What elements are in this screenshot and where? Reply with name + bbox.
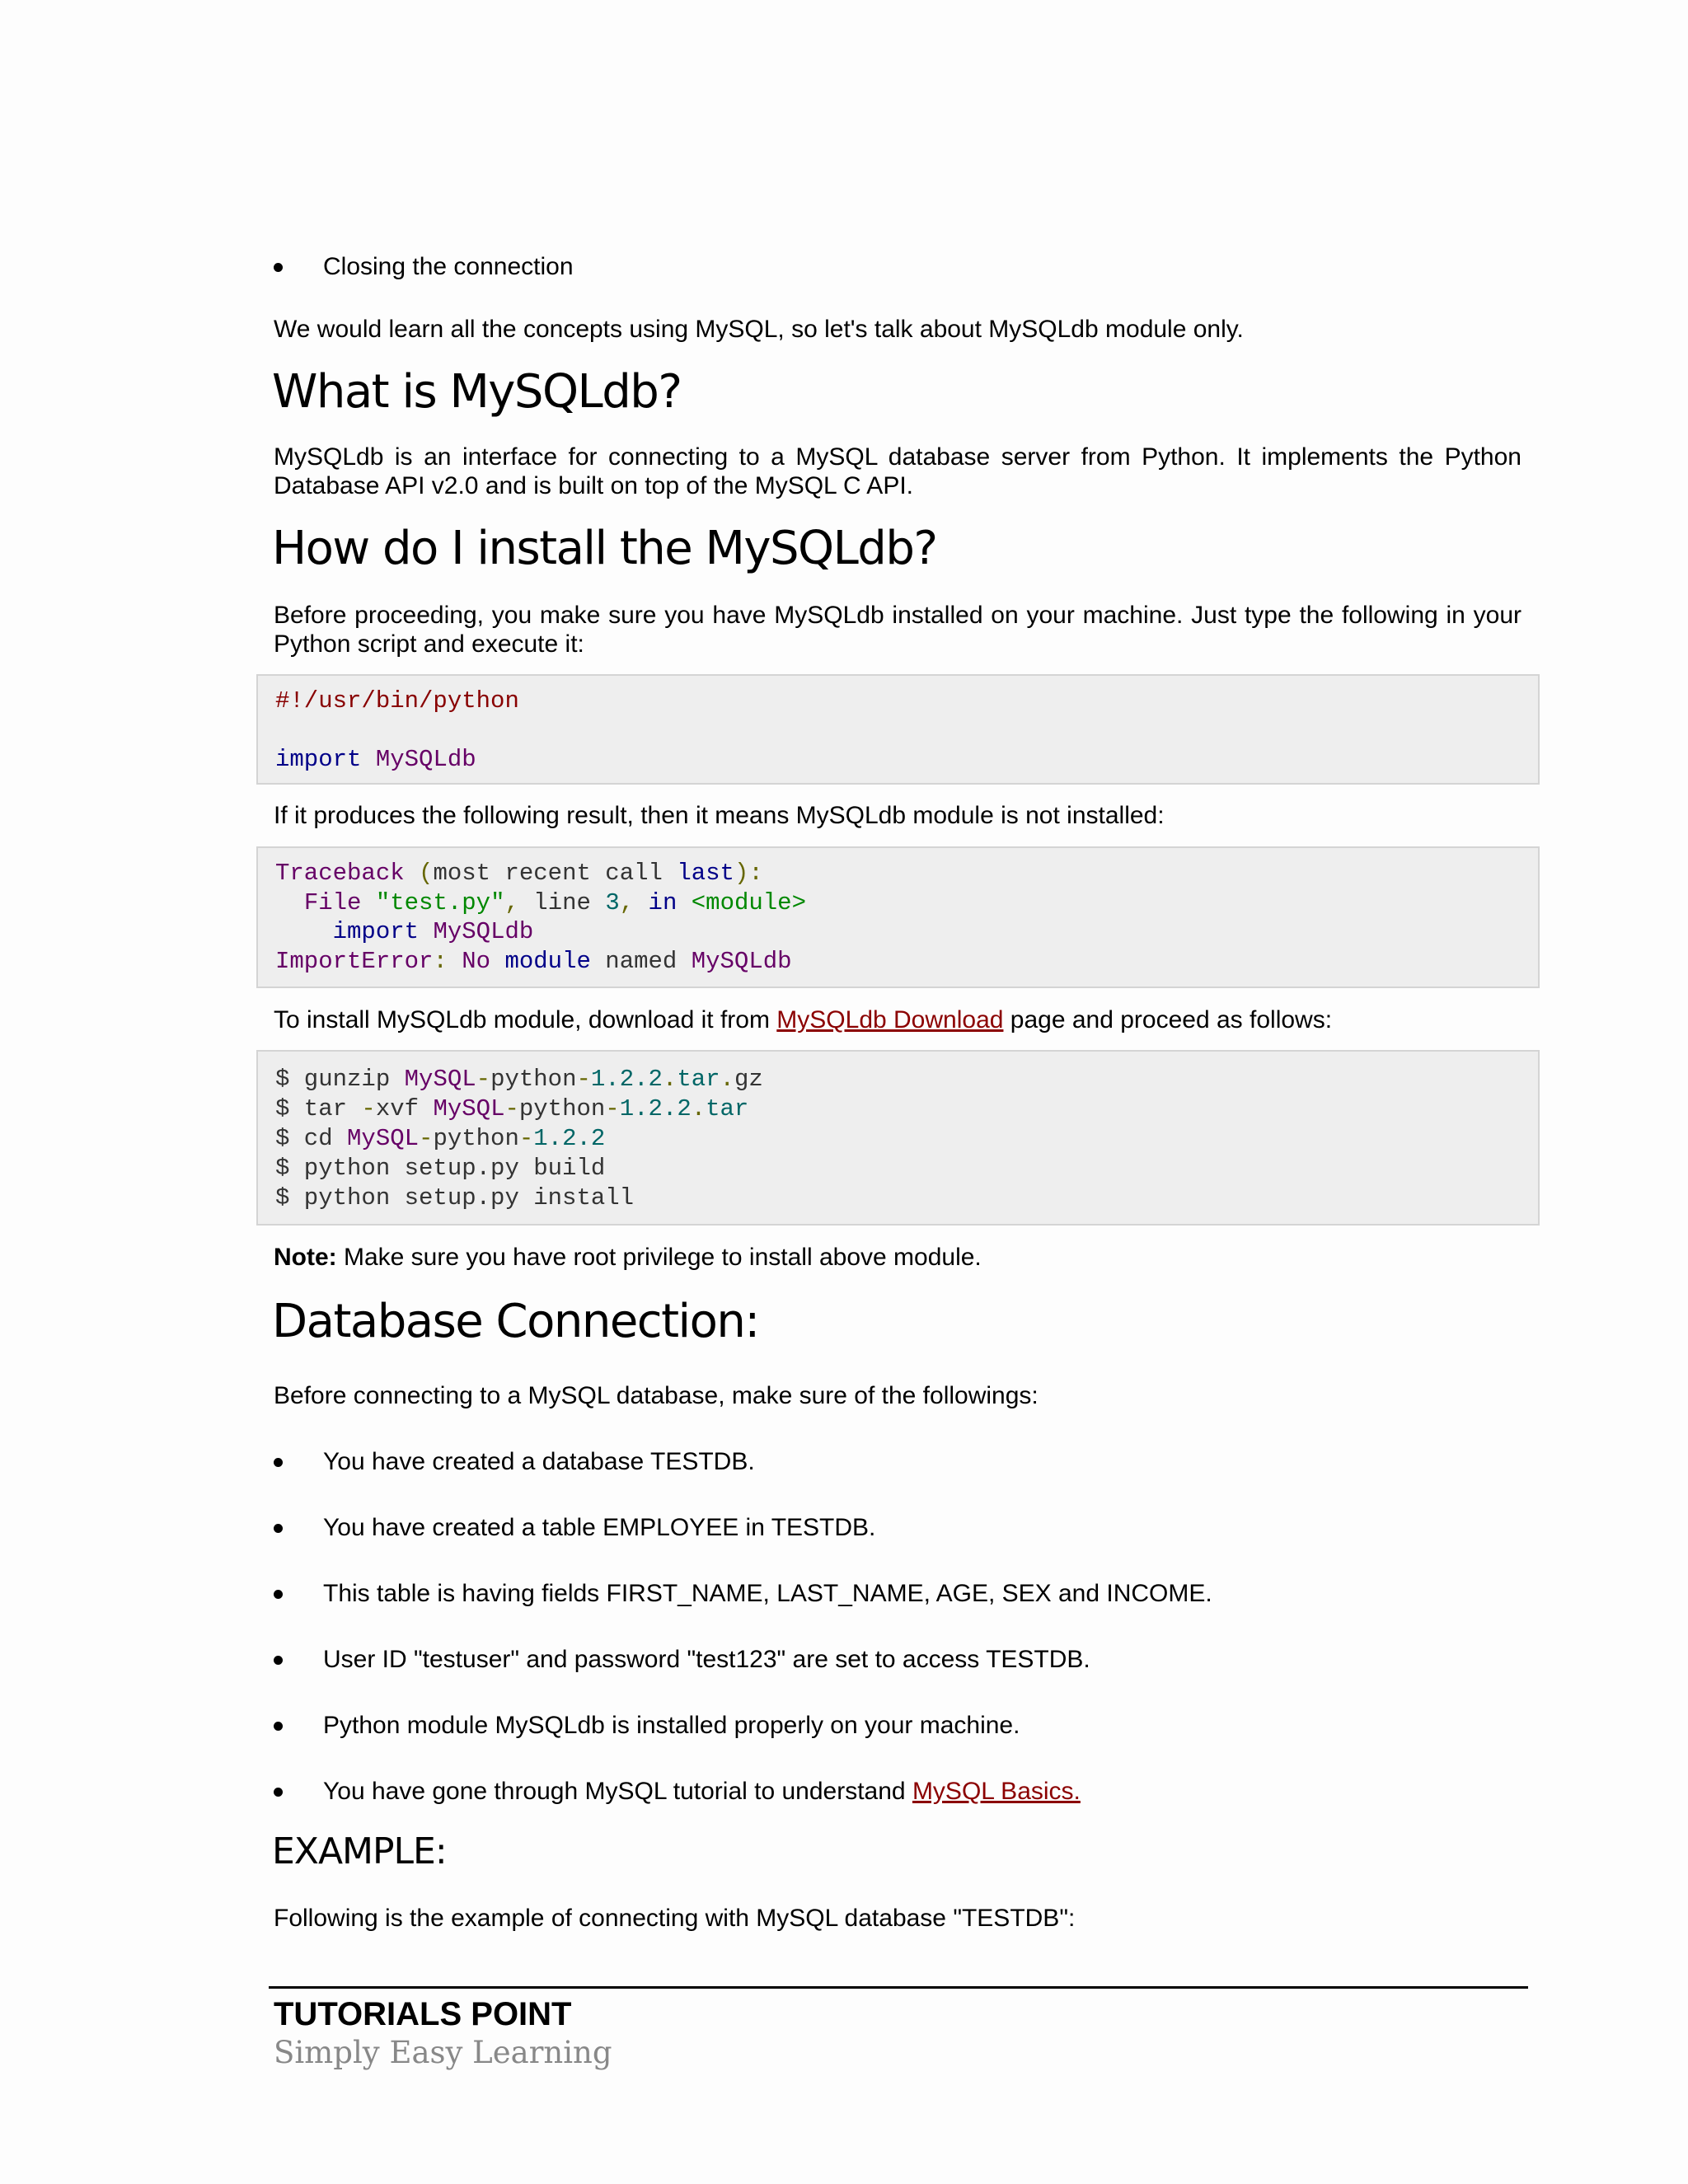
- code-token: .: [662, 1066, 678, 1093]
- bullet-icon: [274, 1656, 283, 1665]
- code-token: ):: [734, 860, 763, 887]
- code-token: MySQLdb: [433, 918, 534, 945]
- bullet-icon: [274, 1788, 283, 1797]
- list-item-text: You have created a table EMPLOYEE in TESTDB.: [323, 1514, 876, 1541]
- code-token: 3: [605, 888, 620, 916]
- code-token: ,: [504, 888, 519, 916]
- code-token: tar: [677, 1066, 720, 1093]
- bullet-text-before: You have gone through MySQL tutorial to understand: [323, 1778, 912, 1805]
- mysql-basics-link[interactable]: MySQL Basics.: [912, 1778, 1081, 1805]
- heading-example: EXAMPLE:: [272, 1830, 447, 1872]
- list-item-text: You have created a database TESTDB.: [323, 1448, 755, 1475]
- code-token: named: [605, 947, 678, 975]
- code-token: MySQL: [347, 1125, 420, 1152]
- connection-paragraph: Before connecting to a MySQL database, make sure of the followings:: [274, 1382, 1039, 1409]
- bullet-icon: [274, 263, 283, 272]
- code-token: (: [419, 860, 434, 887]
- code-token: File: [303, 888, 362, 916]
- code-token: gz: [734, 1066, 763, 1093]
- list-item-text: [323, 1777, 1081, 1807]
- code-keyword: import: [275, 746, 362, 773]
- code-token: python: [490, 1066, 577, 1093]
- code-token: module: [504, 947, 591, 975]
- code-token: -: [361, 1095, 376, 1122]
- list-item-text: This table is having fields FIRST_NAME, LAST_NAME, AGE, SEX and INCOME.: [323, 1580, 1212, 1607]
- code-text: [275, 859, 806, 976]
- code-block-install-commands: [256, 1050, 1540, 1226]
- install-paragraph: Before proceeding, you make sure you have MySQLdb installed on your machine. Just type the following in your Python script and execute it:: [274, 602, 1522, 658]
- code-token: MySQL: [433, 1095, 505, 1122]
- list-item-text: User ID "testuser" and password "test123" are set to access TESTDB.: [323, 1646, 1090, 1673]
- note-text: Make sure you have root privilege to install above module.: [336, 1244, 982, 1271]
- code-token: $ gunzip: [275, 1066, 405, 1093]
- code-token: :: [433, 947, 448, 975]
- code-token: Traceback: [275, 860, 405, 887]
- code-token: ,: [619, 888, 635, 916]
- list-item-text: Python module MySQLdb is installed properly on your machine.: [323, 1712, 1020, 1739]
- code-token: in: [648, 888, 678, 916]
- bullet-icon: [274, 1722, 283, 1731]
- mysqldb-download-link[interactable]: MySQLdb Download: [776, 1006, 1004, 1033]
- code-text: [275, 1065, 763, 1213]
- bullet-icon: [274, 1524, 283, 1533]
- code-token: line: [533, 888, 591, 916]
- bullet-icon: [274, 1458, 283, 1467]
- heading-install: How do I install the MySQLdb?: [272, 522, 937, 575]
- code-shebang: #!/usr/bin/python: [275, 687, 519, 715]
- code-token: xvf: [375, 1095, 434, 1122]
- download-paragraph: [274, 1005, 1332, 1034]
- code-token: $ python setup.py install: [275, 1184, 635, 1212]
- code-token: <module>: [691, 888, 806, 916]
- code-token: import: [332, 918, 420, 945]
- code-token: -: [476, 1066, 491, 1093]
- what-paragraph: MySQLdb is an interface for connecting to a MySQL database server from Python. It implements the Python Database API v2.0 and is built on top of the MySQL C API.: [274, 443, 1522, 499]
- code-token: 1.2.2: [533, 1125, 606, 1152]
- code-token: MySQLdb: [691, 947, 792, 975]
- code-token: tar: [706, 1095, 749, 1122]
- code-token: python: [433, 1125, 519, 1152]
- footer-divider: [269, 1986, 1528, 1989]
- code-token: $ cd: [275, 1125, 348, 1152]
- code-block-traceback: [256, 846, 1540, 988]
- code-block-import: [256, 674, 1540, 785]
- footer-title: TUTORIALS POINT: [274, 1996, 572, 2032]
- code-token: $ python setup.py build: [275, 1155, 606, 1182]
- download-text-after: page and proceed as follows:: [1003, 1006, 1333, 1033]
- code-token: 1.2.2: [590, 1066, 663, 1093]
- code-token: No: [462, 947, 491, 975]
- code-token: python: [518, 1095, 606, 1122]
- download-text-before: To install MySQLdb module, download it from: [274, 1006, 777, 1033]
- code-token: last: [677, 860, 734, 887]
- code-token: -: [504, 1095, 519, 1122]
- note-paragraph: [274, 1243, 982, 1272]
- code-token: MySQL: [404, 1066, 476, 1093]
- code-token: -: [576, 1066, 591, 1093]
- code-token: 1.2.2: [619, 1095, 692, 1122]
- intro-paragraph: We would learn all the concepts using MySQL, so let's talk about MySQLdb module only.: [274, 316, 1244, 343]
- note-label: Note:: [274, 1244, 337, 1271]
- code-token: $ tar: [275, 1095, 362, 1122]
- code-token: -: [518, 1125, 534, 1152]
- heading-database-connection: Database Connection:: [272, 1295, 759, 1348]
- code-token: .: [691, 1095, 706, 1122]
- code-token: -: [419, 1125, 434, 1152]
- code-token: most recent call: [433, 860, 663, 887]
- heading-what-is-mysqldb: What is MySQLdb?: [272, 365, 682, 419]
- result-paragraph: If it produces the following result, then it means MySQLdb module is not installed:: [274, 802, 1165, 829]
- code-module: MySQLdb: [375, 746, 476, 773]
- code-text: [275, 687, 519, 775]
- bullet-icon: [274, 1590, 283, 1599]
- list-item-text: Closing the connection: [323, 253, 574, 280]
- code-token: ImportError: [275, 947, 434, 975]
- code-token: -: [605, 1095, 620, 1122]
- code-token: .: [720, 1066, 734, 1093]
- footer-subtitle: Simply Easy Learning: [274, 2035, 612, 2070]
- code-token: "test.py": [375, 888, 505, 916]
- example-paragraph: Following is the example of connecting with MySQL database "TESTDB":: [274, 1905, 1076, 1932]
